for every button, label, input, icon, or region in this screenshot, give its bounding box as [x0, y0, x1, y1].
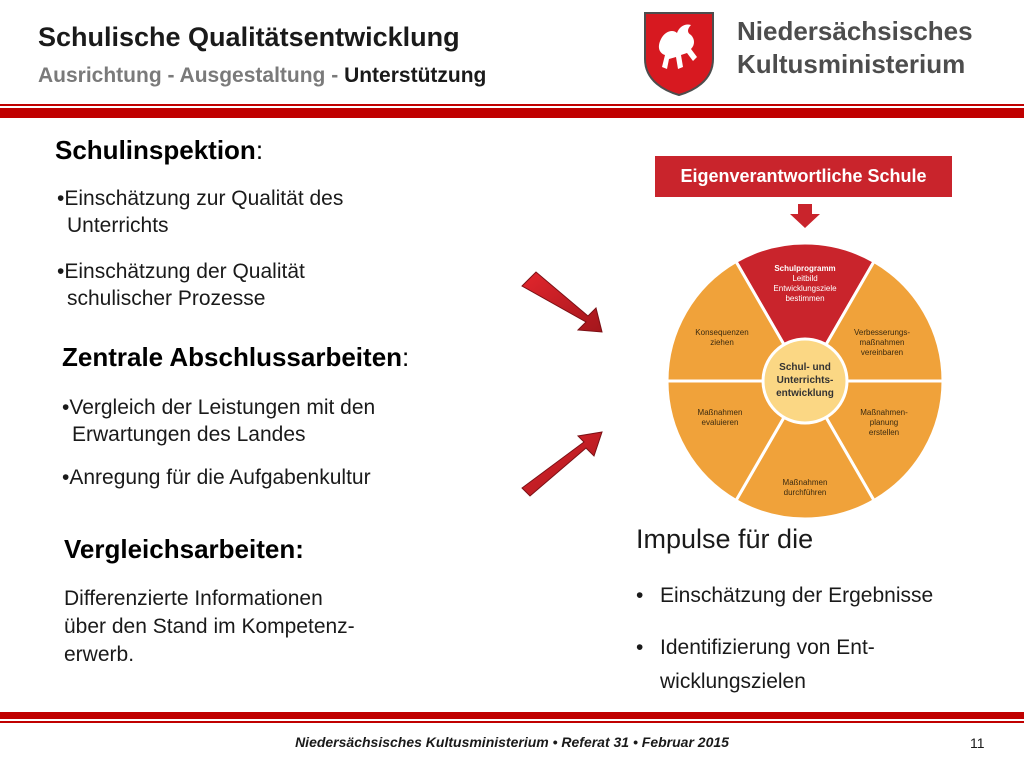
subtitle-part2: Unterstützung	[344, 64, 487, 87]
bullet-text: •Vergleich der Leistungen mit den	[62, 396, 376, 419]
impulse-item-1	[636, 579, 1006, 613]
slide-title: Schulische Qualitätsentwicklung	[38, 22, 460, 52]
bullet-symbol: •	[636, 584, 644, 607]
right-upper-line1: Verbesserungs-	[853, 328, 911, 337]
heading-vergleichsarbeiten: Vergleichsarbeiten:	[64, 534, 304, 564]
impulse-heading: Impulse für die	[636, 524, 814, 554]
bullet-inspektion-1	[57, 185, 477, 239]
ministry-line1: Niedersächsisches	[737, 16, 973, 46]
right-lower-line3: erstellen	[868, 428, 900, 437]
bottom-line2: durchführen	[783, 488, 827, 497]
impulse-item-text: Einschätzung der Ergebnisse	[660, 584, 934, 607]
impulse-item-text: Identifizierung von Ent-	[660, 636, 875, 659]
heading-colon: :	[402, 342, 410, 372]
header-rule-thin	[0, 104, 1024, 106]
subtitle-part1: Ausrichtung - Ausgestaltung -	[38, 64, 345, 87]
left-upper-line2: ziehen	[710, 338, 734, 347]
quality-cycle-diagram	[662, 200, 952, 525]
header-rule-thick	[0, 108, 1024, 118]
paragraph-line: erwerb.	[64, 643, 135, 666]
bullet-text-cont: Erwartungen des Landes	[72, 423, 306, 446]
heading-schulinspektion	[55, 135, 263, 166]
ministry-name	[737, 15, 973, 81]
right-upper-line3: vereinbaren	[860, 348, 904, 357]
bullet-zentral-1	[62, 394, 482, 448]
center-line1: Schul- und	[779, 362, 831, 373]
paragraph-line: Differenzierte Informationen	[64, 587, 323, 610]
arrow-up-right-icon	[522, 432, 602, 496]
lower-saxony-crest-logo	[641, 9, 717, 97]
footer-text: Niedersächsisches Kultusministerium • Referat 31 • Februar 2015	[295, 734, 729, 750]
bullet-text: •Einschätzung zur Qualität des	[57, 187, 344, 210]
arrow-down-right-icon	[522, 272, 602, 332]
ministry-line2: Kultusministerium	[737, 49, 966, 79]
arrow-down-icon	[790, 204, 820, 228]
page-number: 11	[970, 735, 985, 751]
bullet-text: •Anregung für die Aufgabenkultur	[62, 466, 371, 489]
top-line2: Leitbild	[792, 274, 818, 283]
center-line2: Unterrichts-	[776, 375, 834, 386]
left-lower-line2: evaluieren	[701, 418, 739, 427]
center-line3: entwicklung	[776, 388, 834, 399]
right-upper-line2: maßnahmen	[859, 338, 905, 347]
bullet-text-cont: schulischer Prozesse	[67, 287, 266, 310]
top-line3: Entwicklungsziele	[773, 284, 837, 293]
paragraph-vergleichsarbeiten	[64, 585, 454, 669]
left-upper-line1: Konsequenzen	[695, 328, 749, 337]
bottom-line1: Maßnahmen	[782, 478, 828, 487]
right-lower-line1: Maßnahmen-	[860, 408, 908, 417]
heading-schulinspektion-text: Schulinspektion	[55, 135, 256, 165]
footer-rule-thin	[0, 721, 1024, 723]
heading-zentral-text: Zentrale Abschlussarbeiten	[62, 342, 403, 372]
banner-eigenverantwortliche-schule: Eigenverantwortliche Schule	[655, 156, 952, 197]
heading-colon: :	[255, 135, 264, 165]
impulse-item-text-cont: wicklungszielen	[660, 670, 806, 693]
arrows-group	[520, 270, 620, 510]
slide-subtitle	[38, 64, 486, 88]
bullet-zentral-2	[62, 464, 482, 491]
right-lower-line2: planung	[869, 418, 899, 427]
top-line4: bestimmen	[785, 294, 825, 303]
heading-zentrale-abschlussarbeiten	[62, 342, 409, 373]
left-lower-line1: Maßnahmen	[697, 408, 743, 417]
impulse-item-2	[636, 631, 1006, 699]
top-line1: Schulprogramm	[774, 264, 836, 273]
bullet-inspektion-2	[57, 258, 477, 312]
footer-rule-thick	[0, 712, 1024, 719]
paragraph-line: über den Stand im Kompetenz-	[64, 615, 355, 638]
bullet-text-cont: Unterrichts	[67, 214, 169, 237]
bullet-text: •Einschätzung der Qualität	[57, 260, 305, 283]
bullet-symbol: •	[636, 636, 644, 659]
